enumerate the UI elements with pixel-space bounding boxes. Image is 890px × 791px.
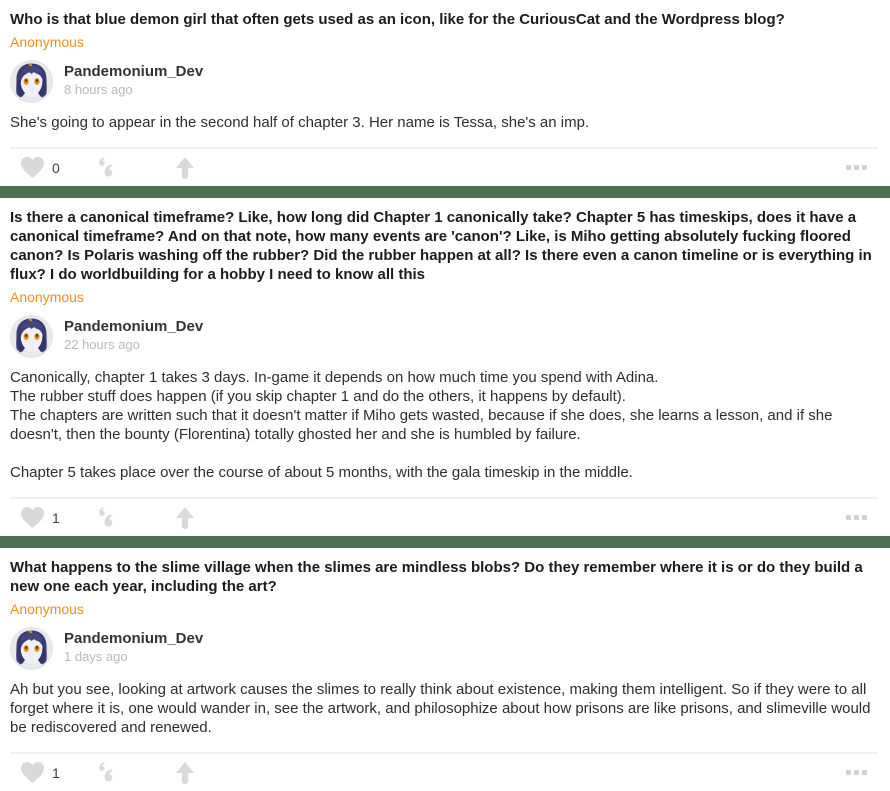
comment-button[interactable] bbox=[97, 155, 174, 181]
answer-header bbox=[10, 315, 878, 358]
answer-line: The chapters are written such that it doesn't matter if Miho gets wasted, because if she does, she learns a lesson, and if she doesn't, then the bounty (Florentina) totally ghosted her and she is humbled by failure. bbox=[10, 407, 833, 443]
share-button[interactable] bbox=[174, 156, 251, 180]
ellipsis-icon bbox=[854, 515, 859, 520]
avatar[interactable] bbox=[10, 627, 53, 670]
answer-line bbox=[10, 444, 878, 463]
action-bar bbox=[10, 149, 878, 186]
arrow-up-icon bbox=[174, 156, 196, 180]
ellipsis-icon bbox=[846, 165, 851, 170]
more-options-button[interactable] bbox=[842, 511, 871, 524]
like-count: 1 bbox=[52, 764, 60, 781]
answer-timestamp[interactable]: 22 hours ago bbox=[64, 337, 140, 352]
heart-icon bbox=[20, 761, 45, 784]
answer-line: Chapter 5 takes place over the course of about 5 months, with the gala timeskip in the middle. bbox=[10, 464, 633, 481]
heart-icon bbox=[20, 506, 45, 529]
like-count: 1 bbox=[52, 509, 60, 526]
answerer-username[interactable]: Pandemonium_Dev bbox=[64, 63, 204, 80]
quote-icon bbox=[97, 760, 123, 786]
more-options-button[interactable] bbox=[842, 766, 871, 779]
answerer-username[interactable]: Pandemonium_Dev bbox=[64, 318, 204, 335]
share-button[interactable] bbox=[174, 506, 251, 530]
ellipsis-icon bbox=[862, 770, 867, 775]
asker-name: Anonymous bbox=[10, 601, 84, 617]
comment-button[interactable] bbox=[97, 505, 174, 531]
action-bar bbox=[10, 499, 878, 536]
ellipsis-icon bbox=[862, 165, 867, 170]
answer-line: She's going to appear in the second half of chapter 3. Her name is Tessa, she's an imp. bbox=[10, 114, 590, 131]
ellipsis-icon bbox=[846, 515, 851, 520]
more-options-button[interactable] bbox=[842, 161, 871, 174]
answerer-block bbox=[64, 60, 203, 98]
like-button[interactable] bbox=[20, 156, 97, 179]
answerer-block bbox=[64, 627, 203, 665]
ellipsis-icon bbox=[854, 770, 859, 775]
avatar[interactable] bbox=[10, 60, 53, 103]
answer-line: Ah but you see, looking at artwork causes the slimes to really think about existence, making them intelligent. So if they were to all forget where it is, one would wander in, see the artwork, and philosophize about how prisons are like prisons, and slimeville would be rediscovered and renewed. bbox=[10, 681, 871, 736]
answer-line: Canonically, chapter 1 takes 3 days. In-game it depends on how much time you spend with Adina. bbox=[10, 369, 659, 386]
qa-card bbox=[0, 198, 890, 536]
arrow-up-icon bbox=[174, 761, 196, 785]
green-separator bbox=[0, 536, 890, 548]
arrow-up-icon bbox=[174, 506, 196, 530]
quote-icon bbox=[97, 155, 123, 181]
answer-line: The rubber stuff does happen (if you skip chapter 1 and do the others, it happens by default). bbox=[10, 388, 626, 405]
answer-header bbox=[10, 60, 878, 103]
answer-text bbox=[10, 680, 878, 737]
ellipsis-icon bbox=[862, 515, 867, 520]
ellipsis-icon bbox=[846, 770, 851, 775]
answer-header bbox=[10, 627, 878, 670]
answerer-block bbox=[64, 315, 203, 353]
ellipsis-icon bbox=[854, 165, 859, 170]
green-separator bbox=[0, 186, 890, 198]
question-text: What happens to the slime village when the slimes are mindless blobs? Do they remember where it is or do they build a new one each year, including the art? bbox=[10, 559, 863, 595]
qa-card bbox=[0, 0, 890, 186]
avatar[interactable] bbox=[10, 315, 53, 358]
qa-card bbox=[0, 548, 890, 791]
like-button[interactable] bbox=[20, 761, 97, 784]
share-button[interactable] bbox=[174, 761, 251, 785]
answerer-username[interactable]: Pandemonium_Dev bbox=[64, 630, 204, 647]
asker-name: Anonymous bbox=[10, 289, 84, 305]
quote-icon bbox=[97, 505, 123, 531]
answer-timestamp[interactable]: 8 hours ago bbox=[64, 82, 133, 97]
answer-text bbox=[10, 113, 878, 132]
answer-text bbox=[10, 368, 878, 482]
like-count: 0 bbox=[52, 159, 60, 176]
comment-button[interactable] bbox=[97, 760, 174, 786]
action-bar bbox=[10, 754, 878, 791]
like-button[interactable] bbox=[20, 506, 97, 529]
answer-timestamp[interactable]: 1 days ago bbox=[64, 649, 128, 664]
heart-icon bbox=[20, 156, 45, 179]
question-text: Is there a canonical timeframe? Like, how long did Chapter 1 canonically take? Chapter 5 has timeskips, does it have a canonical timeframe? And on that note, how many events are 'canon'? Like, is Miho getting absolutely fucking floored canon? Is Polaris washing off the rubber? Did the rubber happen at all? Is there even a canon timeline or is everything in flux? I do worldbuilding for a hobby I need to know all this bbox=[10, 209, 872, 283]
asker-name: Anonymous bbox=[10, 34, 84, 50]
question-text: Who is that blue demon girl that often gets used as an icon, like for the CuriousCat and the Wordpress blog? bbox=[10, 11, 785, 28]
